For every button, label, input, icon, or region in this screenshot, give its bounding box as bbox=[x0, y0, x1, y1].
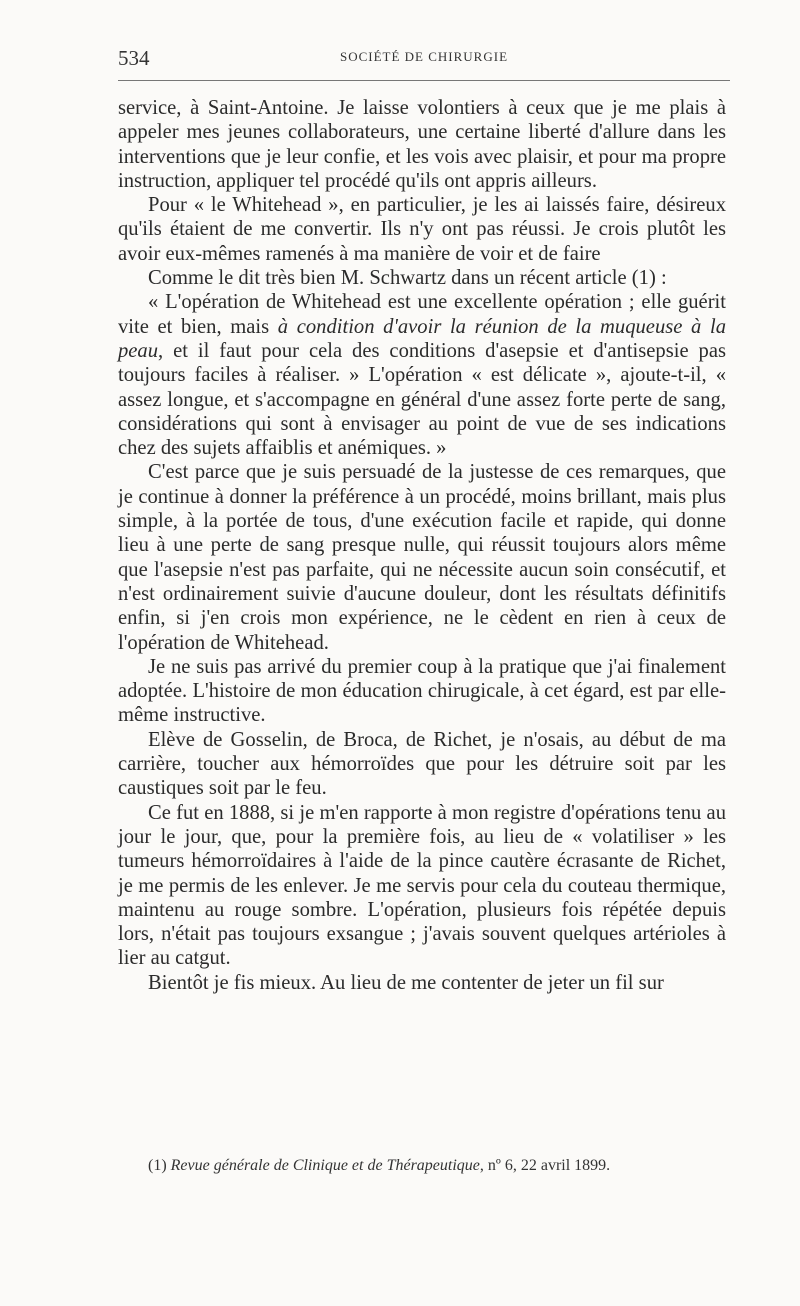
quote-text: , et il faut pour cela des conditions d'asepsie et d'antisepsie pas toujours faciles à réaliser. » L'opération « est délicate », ajoute-t-il, « assez longue, et s'accompagne en général d'une assez forte perte de sang, considérations qui sont à envisager au point de vue de ses indications chez des sujets affaiblis et anémiques. » bbox=[118, 339, 726, 460]
page-header bbox=[118, 44, 730, 74]
paragraph: Ce fut en 1888, si je m'en rapporte à mon registre d'opérations tenu au jour le jour, que, pour la première fois, au lieu de « volatiliser » les tumeurs hémorroïdaires à l'aide de la pince cautère écrasante de Richet, je me permis de les enlever. Je me servis pour cela du couteau thermique, maintenu au rouge sombre. L'opération, plusieurs fois répétée depuis lors, n'était pas toujours exsangue ; j'avais souvent quelques artérioles à lier au catgut. bbox=[118, 801, 726, 970]
footnote-marker: (1) bbox=[148, 1157, 171, 1174]
paragraph: Comme le dit très bien M. Schwartz dans un récent article (1) : bbox=[148, 267, 667, 290]
quote-paragraph bbox=[118, 290, 726, 460]
footnote-rest: , nº 6, 22 avril 1899. bbox=[479, 1157, 611, 1174]
paragraph: service, à Saint-Antoine. Je laisse volontiers à ceux que je me plais à appeler mes jeunes collaborateurs, une certaine liberté d'allure dans les interventions que je leur confie, et les vois avec plaisir, et pour ma propre instruction, appliquer tel procédé qu'ils ont appris ailleurs. bbox=[118, 97, 726, 192]
footnote bbox=[148, 1157, 748, 1175]
paragraph: Je ne suis pas arrivé du premier coup à la pratique que j'ai finalement adoptée. L'histoire de mon éducation chirugicale, à cet égard, est par elle-même instructive. bbox=[118, 655, 726, 727]
header-rule bbox=[118, 80, 730, 81]
body-text bbox=[118, 96, 726, 995]
paragraph: Pour « le Whitehead », en particulier, je les ai laissés faire, désireux qu'ils étaient de me convertir. Ils n'y ont pas réussi. Je crois plutôt les avoir eux-mêmes ramenés à ma manière de voir et de faire bbox=[118, 194, 726, 265]
paragraph: Elève de Gosselin, de Broca, de Richet, je n'osais, au début de ma carrière, toucher aux hémorroïdes que pour les détruire soit par les caustiques soit par le feu. bbox=[118, 728, 726, 800]
paragraph: C'est parce que je suis persuadé de la justesse de ces remarques, que je continue à donner la préférence à un procédé, moins brillant, mais plus simple, à la portée de tous, d'une exécution facile et rapide, qui donne lieu à une perte de sang presque nulle, qui réussit toujours alors même que l'asepsie n'est pas parfaite, qui ne nécessite aucun soin consécutif, et n'est ordinairement suivie d'aucune douleur, dont les résultats définitifs enfin, si j'en crois mon expérience, ne le cèdent en rien à ceux de l'opération de Whitehead. bbox=[118, 461, 726, 654]
running-title: SOCIÉTÉ DE CHIRURGIE bbox=[339, 49, 509, 64]
page-number: 534 bbox=[118, 46, 150, 70]
paragraph: Bientôt je fis mieux. Au lieu de me contenter de jeter un fil sur bbox=[148, 971, 664, 994]
footnote-title: Revue générale de Clinique et de Thérapeutique bbox=[170, 1157, 480, 1174]
quote-italic: à condition d'avoir la réunion de la muqueuse à la peau bbox=[118, 315, 726, 362]
quote-text: « L'opération de Whitehead est une excellente opération ; elle guérit vite et bien, mais bbox=[118, 291, 726, 338]
